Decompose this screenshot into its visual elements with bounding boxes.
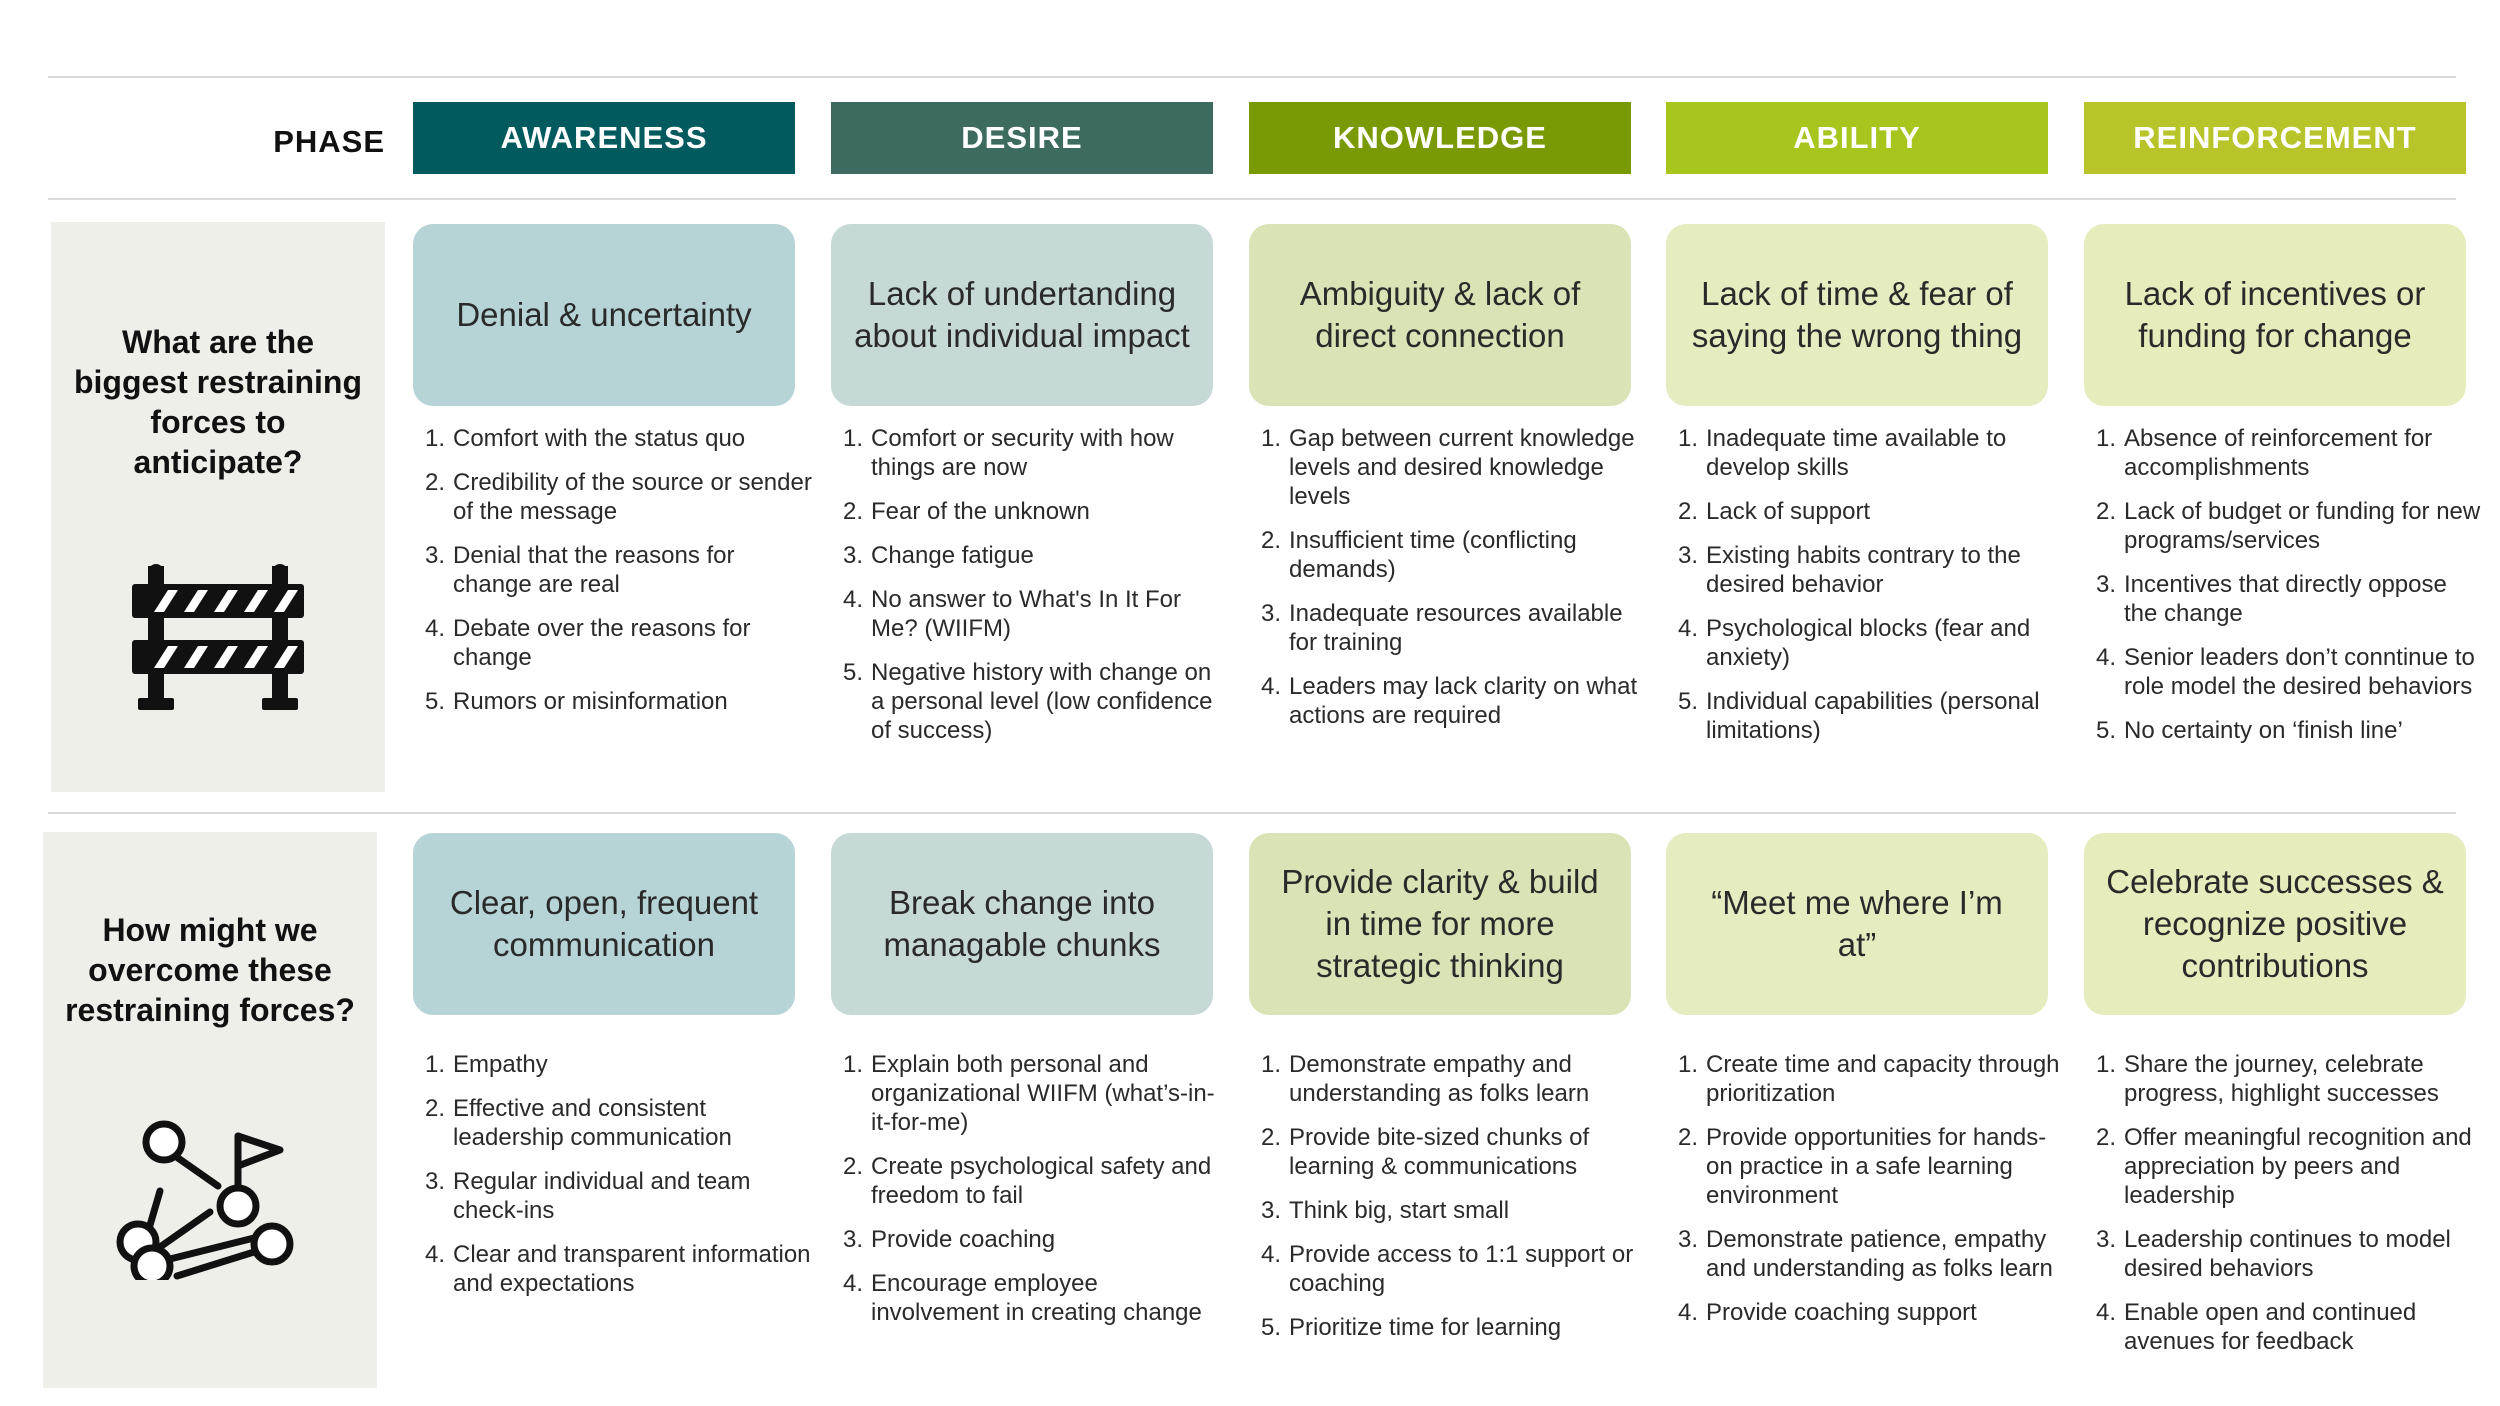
restraining-forces-question: What are the biggest restraining forces to anticipate? [73,324,363,480]
list-item: 5. Negative history with change on a personal level (low confidence of success) [831,658,1231,745]
list-item: 3. Regular individual and team check-ins [413,1167,813,1225]
list-item: 2. Effective and consistent leadership communication [413,1094,813,1152]
overcome-strategy-card-ability: “Meet me where I’m at” [1666,833,2048,1015]
restraining-forces-panel [51,222,385,792]
restraining-force-card-ability: Lack of time & fear of saying the wrong thing [1666,224,2048,406]
list-item: 4. Psychological blocks (fear and anxiety) [1666,614,2066,672]
list-item: 3. Existing habits contrary to the desired behavior [1666,541,2066,599]
list-item: 4. Clear and transparent information and expectations [413,1240,813,1298]
overcome-strategy-card-awareness: Clear, open, frequent communication [413,833,795,1015]
list-item: 1. Explain both personal and organizational WIIFM (what’s-in-it-for-me) [831,1050,1231,1137]
restraining-force-list-reinforcement [2084,424,2484,760]
restraining-force-list-ability [1666,424,2066,760]
phase-header-reinforcement: REINFORCEMENT [2084,102,2466,174]
list-item: 1. Comfort or security with how things are now [831,424,1231,482]
overcome-forces-question: How might we overcome these restraining forces? [65,912,355,1028]
network-path-flag-icon [110,1080,310,1280]
barricade-icon [128,562,308,722]
phase-header-desire: DESIRE [831,102,1213,174]
phase-label: PHASE [273,124,385,159]
overcome-forces-panel [43,832,377,1388]
list-item: 2. Insufficient time (conflicting demands) [1249,526,1649,584]
list-item: 1. Empathy [413,1050,813,1079]
overcome-strategy-card-reinforcement: Celebrate successes & recognize positive contributions [2084,833,2466,1015]
list-item: 3. Demonstrate patience, empathy and understanding as folks learn [1666,1225,2066,1283]
list-item: 5. Rumors or misinformation [413,687,813,716]
list-item: 2. Provide bite-sized chunks of learning & communications [1249,1123,1649,1181]
restraining-force-list-knowledge [1249,424,1649,745]
overcome-strategy-list-knowledge [1249,1050,1649,1357]
list-item: 5. Prioritize time for learning [1249,1313,1649,1342]
restraining-force-card-reinforcement: Lack of incentives or funding for change [2084,224,2466,406]
restraining-force-list-desire [831,424,1231,760]
list-item: 4. Encourage employee involvement in creating change [831,1269,1231,1327]
overcome-strategy-list-ability [1666,1050,2066,1342]
overcome-strategy-list-reinforcement [2084,1050,2484,1371]
overcome-strategy-list-desire [831,1050,1231,1342]
list-item: 2. Credibility of the source or sender of the message [413,468,813,526]
overcome-strategy-card-knowledge: Provide clarity & build in time for more strategic thinking [1249,833,1631,1015]
list-item: 1. Gap between current knowledge levels and desired knowledge levels [1249,424,1649,511]
list-item: 2. Create psychological safety and freedom to fail [831,1152,1231,1210]
header-divider [48,198,2456,200]
list-item: 4. Provide access to 1:1 support or coaching [1249,1240,1649,1298]
list-item: 4. Enable open and continued avenues for feedback [2084,1298,2484,1356]
list-item: 3. Incentives that directly oppose the change [2084,570,2484,628]
list-item: 4. No answer to What's In It For Me? (WIIFM) [831,585,1231,643]
overcome-strategy-card-desire: Break change into managable chunks [831,833,1213,1015]
phase-header-ability: ABILITY [1666,102,2048,174]
list-item: 2. Provide opportunities for hands-on practice in a safe learning environment [1666,1123,2066,1210]
list-item: 1. Absence of reinforcement for accomplishments [2084,424,2484,482]
list-item: 2. Offer meaningful recognition and appreciation by peers and leadership [2084,1123,2484,1210]
list-item: 4. Provide coaching support [1666,1298,2066,1327]
list-item: 3. Leadership continues to model desired behaviors [2084,1225,2484,1283]
list-item: 1. Share the journey, celebrate progress, highlight successes [2084,1050,2484,1108]
list-item: 1. Inadequate time available to develop skills [1666,424,2066,482]
list-item: 3. Provide coaching [831,1225,1231,1254]
phase-header-knowledge: KNOWLEDGE [1249,102,1631,174]
top-divider [48,76,2456,78]
list-item: 1. Comfort with the status quo [413,424,813,453]
list-item: 2. Fear of the unknown [831,497,1231,526]
row-divider [48,812,2456,814]
list-item: 3. Change fatigue [831,541,1231,570]
list-item: 3. Inadequate resources available for training [1249,599,1649,657]
list-item: 5. No certainty on ‘finish line’ [2084,716,2484,745]
list-item: 3. Denial that the reasons for change are real [413,541,813,599]
list-item: 1. Demonstrate empathy and understanding as folks learn [1249,1050,1649,1108]
restraining-force-card-awareness: Denial & uncertainty [413,224,795,406]
restraining-force-list-awareness [413,424,813,731]
list-item: 2. Lack of budget or funding for new programs/services [2084,497,2484,555]
list-item: 2. Lack of support [1666,497,2066,526]
phase-header-awareness: AWARENESS [413,102,795,174]
overcome-strategy-list-awareness [413,1050,813,1313]
list-item: 1. Create time and capacity through prioritization [1666,1050,2066,1108]
list-item: 4. Debate over the reasons for change [413,614,813,672]
restraining-force-card-knowledge: Ambiguity & lack of direct connection [1249,224,1631,406]
list-item: 3. Think big, start small [1249,1196,1649,1225]
list-item: 4. Senior leaders don’t conntinue to role model the desired behaviors [2084,643,2484,701]
list-item: 4. Leaders may lack clarity on what actions are required [1249,672,1649,730]
restraining-force-card-desire: Lack of undertanding about individual impact [831,224,1213,406]
list-item: 5. Individual capabilities (personal limitations) [1666,687,2066,745]
